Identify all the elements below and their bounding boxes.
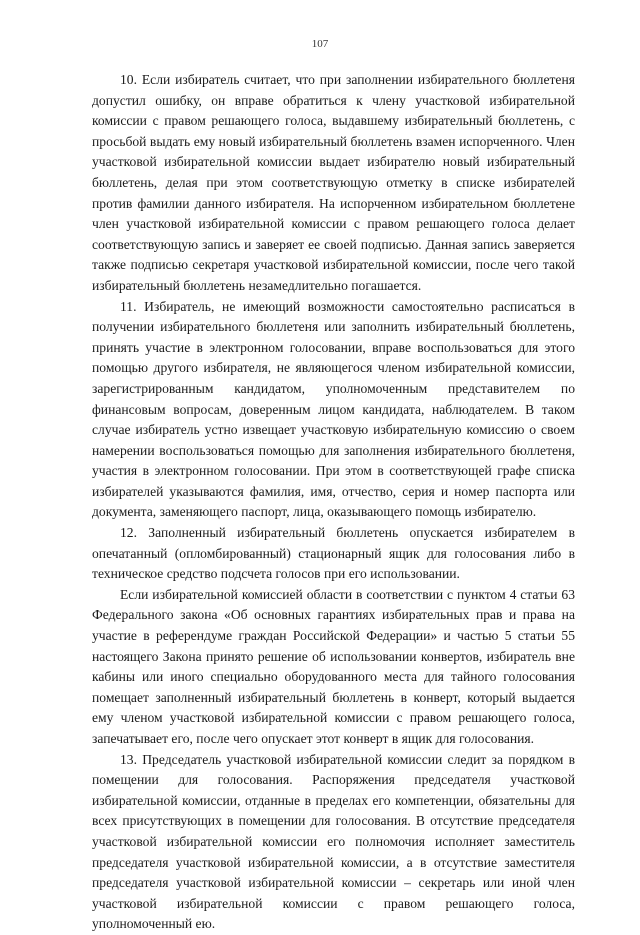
paragraph-11: 11. Избиратель, не имеющий возможности самостоятельно расписаться в получении избирательного бюллетеня или заполнить избирательный бюллетень, принять участие в электронном голосовании, вправе воспользоваться для этого помощью другого избирателя, не являющегося членом избирательной комиссии, зарегистрированным кандидатом, уполномоченным представителем по финансовым вопросам, доверенным лицом кандидата, наблюдателем. В таком случае избиратель устно извещает участковую избирательную комиссию о своем намерении воспользоваться помощью для заполнения избирательного бюллетеня, участия в электронном голосовании. При этом в соответствующей графе списка избирателей указываются фамилия, имя, отчество, серия и номер паспорта или документа, заменяющего паспорт, лица, оказывающего помощь избирателю. xyxy=(92,298,575,520)
paragraph-12: 12. Заполненный избирательный бюллетень опускается избирателем в опечатанный (опломбированный) стационарный ящик для голосования либо в техническое средство подсчета голосов при его использовании. xyxy=(92,525,575,582)
paragraph-envelopes: Если избирательной комиссией области в соответствии с пунктом 4 статьи 63 Федерального закона «Об основных гарантиях избирательных прав и права на участие в референдуме граждан Российской Федерации» и частью 5 статьи 55 настоящего Закона принято решение об использовании конвертов, избиратель вне кабины или иного специально оборудованного места для тайного голосования помещает заполненный избирательный бюллетень в конверт, который выдается ему членом участковой избирательной комиссии с правом решающего голоса, запечатывает его, после чего опускает этот конверт в ящик для голосования. xyxy=(92,586,575,746)
document-body xyxy=(92,70,575,935)
paragraph-13: 13. Председатель участковой избирательной комиссии следит за порядком в помещении для голосования. Распоряжения председателя участковой избирательной комиссии, отданные в пределах его компетенции, обязательны для всех присутствующих в помещении для голосования. В отсутствие председателя участковой избирательной комиссии его полномочия исполняет заместитель председателя участковой избирательной комиссии, а в отсутствие заместителя председателя участковой избирательной комиссии – секретарь или иной член участковой избирательной комиссии с правом решающего голоса, уполномоченный ею. xyxy=(92,751,575,932)
page-number: 107 xyxy=(311,38,329,50)
paragraph-10: 10. Если избиратель считает, что при заполнении избирательного бюллетеня допустил ошибку, он вправе обратиться к члену участковой избирательной комиссии с правом решающего голоса, выдавшему избирательный бюллетень, с просьбой выдать ему новый избирательный бюллетень взамен испорченного. Член участковой избирательной комиссии выдает избирателю новый избирательный бюллетень, делая при этом соответствующую отметку в списке избирателей против фамилии данного избирателя. На испорченном избирательном бюллетене член участковой избирательной комиссии с правом решающего голоса делает соответствующую запись и заверяет ее своей подписью. Данная запись заверяется также подписью секретаря участковой избирательной комиссии, после чего такой избирательный бюллетень незамедлительно погашается. xyxy=(92,72,575,293)
